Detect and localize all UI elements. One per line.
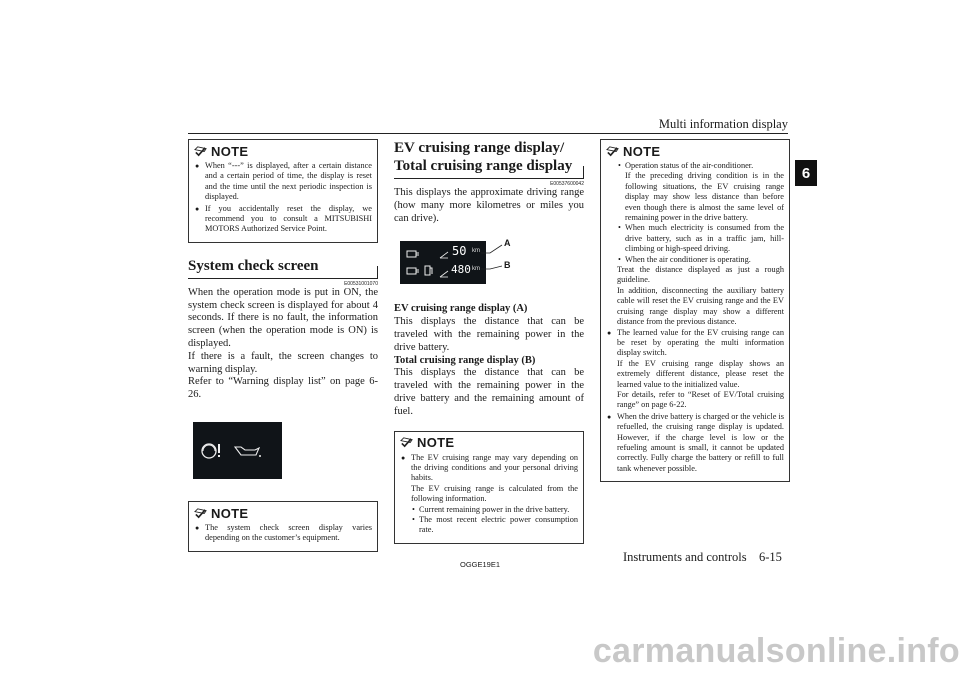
ev-range-value: 50 bbox=[452, 244, 467, 259]
note-item: ● When “---” is displayed, after a certain distance and a certain period of time, the display is reset and the time until the next periodic inspection is displayed. bbox=[194, 161, 372, 203]
watermark: carmanualsonline.info bbox=[592, 632, 960, 670]
section-title: System check screen bbox=[188, 257, 319, 274]
column-2 bbox=[394, 139, 584, 544]
note-item: ● The EV cruising range may vary depending on the driving conditions and your personal driving habits. The EV cruising range is calculated from the following information. • Current remaining power in the drive battery. • The most recent electric power consumption rate. bbox=[400, 453, 578, 536]
callout-b: B bbox=[504, 260, 511, 271]
page-number: 6-15 bbox=[759, 550, 782, 564]
paragraph: If there is a fault, the screen changes to warning display. bbox=[188, 350, 378, 375]
note-paragraph: Treat the distance displayed as just a rough guideline. bbox=[617, 265, 784, 285]
note-item: ● The learned value for the EV cruising range can be reset by operating the multi information display switch. If the EV cruising range display shows an extremely different distance, please reset the learned value to the initialized value. For details, refer to “Reset of EV/Total cruising range” on page 6-22. bbox=[606, 328, 784, 411]
section-body bbox=[394, 303, 584, 418]
footer-chapter: Instruments and controls bbox=[623, 550, 747, 564]
total-range-value: 480 bbox=[451, 263, 471, 277]
note-item: ● The system check screen display varies depending on the customer’s equipment. bbox=[194, 523, 372, 544]
cruising-range-display-figure bbox=[394, 233, 584, 303]
note-box bbox=[188, 501, 378, 552]
note-subitem: • When the air conditioner is operating. bbox=[617, 255, 784, 265]
paragraph: Refer to “Warning display list” on page 6-26. bbox=[188, 376, 378, 401]
note-paragraph: In addition, disconnecting the auxiliary battery cable will reset the EV cruising range and the EV cruising range display may show a different distance from the previous distance. bbox=[617, 285, 784, 327]
note-check-icon bbox=[400, 436, 413, 449]
subheading-a: EV cruising range display (A) bbox=[394, 303, 528, 315]
note-check-icon bbox=[194, 507, 207, 520]
note-label: NOTE bbox=[417, 435, 455, 451]
ev-range-unit: km bbox=[472, 248, 480, 255]
paragraph: This displays the distance that can be traveled with the remaining power in the drive battery. bbox=[394, 316, 584, 353]
section-code: E00537600042 bbox=[550, 181, 584, 187]
note-check-icon bbox=[606, 145, 619, 158]
section-body bbox=[188, 287, 378, 402]
note-item: ● If you accidentally reset the display, we recommend you to consult a MITSUBISHI MOTORS Authorized Service Point. bbox=[194, 204, 372, 235]
running-header-title: Multi information display bbox=[658, 117, 788, 131]
section-heading bbox=[394, 139, 584, 179]
note-label: NOTE bbox=[211, 505, 249, 521]
callout-a: A bbox=[504, 238, 511, 249]
paragraph: When the operation mode is put in ON, the system check screen is displayed for about 4 seconds. If there is no fault, the information screen (when the operation mode is ON) is displayed. bbox=[188, 286, 378, 350]
note-subitem: • Current remaining power in the drive battery. bbox=[411, 505, 578, 515]
section-heading bbox=[188, 257, 378, 279]
column-1 bbox=[188, 139, 378, 552]
note-box bbox=[188, 139, 378, 243]
section-title-line-1: EV cruising range display/ bbox=[394, 140, 565, 156]
chapter-tab: 6 bbox=[795, 160, 817, 186]
section-code: E00531001070 bbox=[344, 280, 378, 287]
note-subitem: • The most recent electric power consumption rate. bbox=[411, 515, 578, 536]
intro-paragraph: This displays the approximate driving range (how many more kilometres or miles you can drive). bbox=[394, 187, 584, 224]
header-rule bbox=[188, 133, 788, 134]
subheading-b: Total cruising range display (B) bbox=[394, 354, 536, 366]
note-box bbox=[394, 431, 584, 544]
note-box bbox=[600, 139, 790, 482]
section-title-line-2: Total cruising range display bbox=[394, 158, 573, 174]
note-check-icon bbox=[194, 145, 207, 158]
total-range-unit: km bbox=[472, 266, 480, 273]
system-check-screen-image bbox=[193, 422, 282, 479]
note-label: NOTE bbox=[623, 143, 661, 159]
note-item: ● When the drive battery is charged or the vehicle is refuelled, the cruising range display is updated. However, if the charge level is low or the refueling amount is small, it cannot be updated correctly. Fully charge the battery or refill to full tank whenever possible. bbox=[606, 412, 784, 474]
footer-code: OGGE19E1 bbox=[460, 560, 501, 569]
paragraph: This displays the distance that can be traveled with the remaining power in the drive battery and the remaining amount of fuel. bbox=[394, 367, 584, 417]
note-subitem: • Operation status of the air-conditioner. If the preceding driving condition is in the following situations, the EV cruising range display may show less distance than before even though there is almost the same level of remaining power in the drive battery. bbox=[617, 161, 784, 223]
column-3 bbox=[600, 139, 790, 482]
note-subitem: • When much electricity is consumed from the drive battery, such as in a traffic jam, hill-climbing or high-speed driving. bbox=[617, 223, 784, 254]
note-label: NOTE bbox=[211, 143, 249, 159]
